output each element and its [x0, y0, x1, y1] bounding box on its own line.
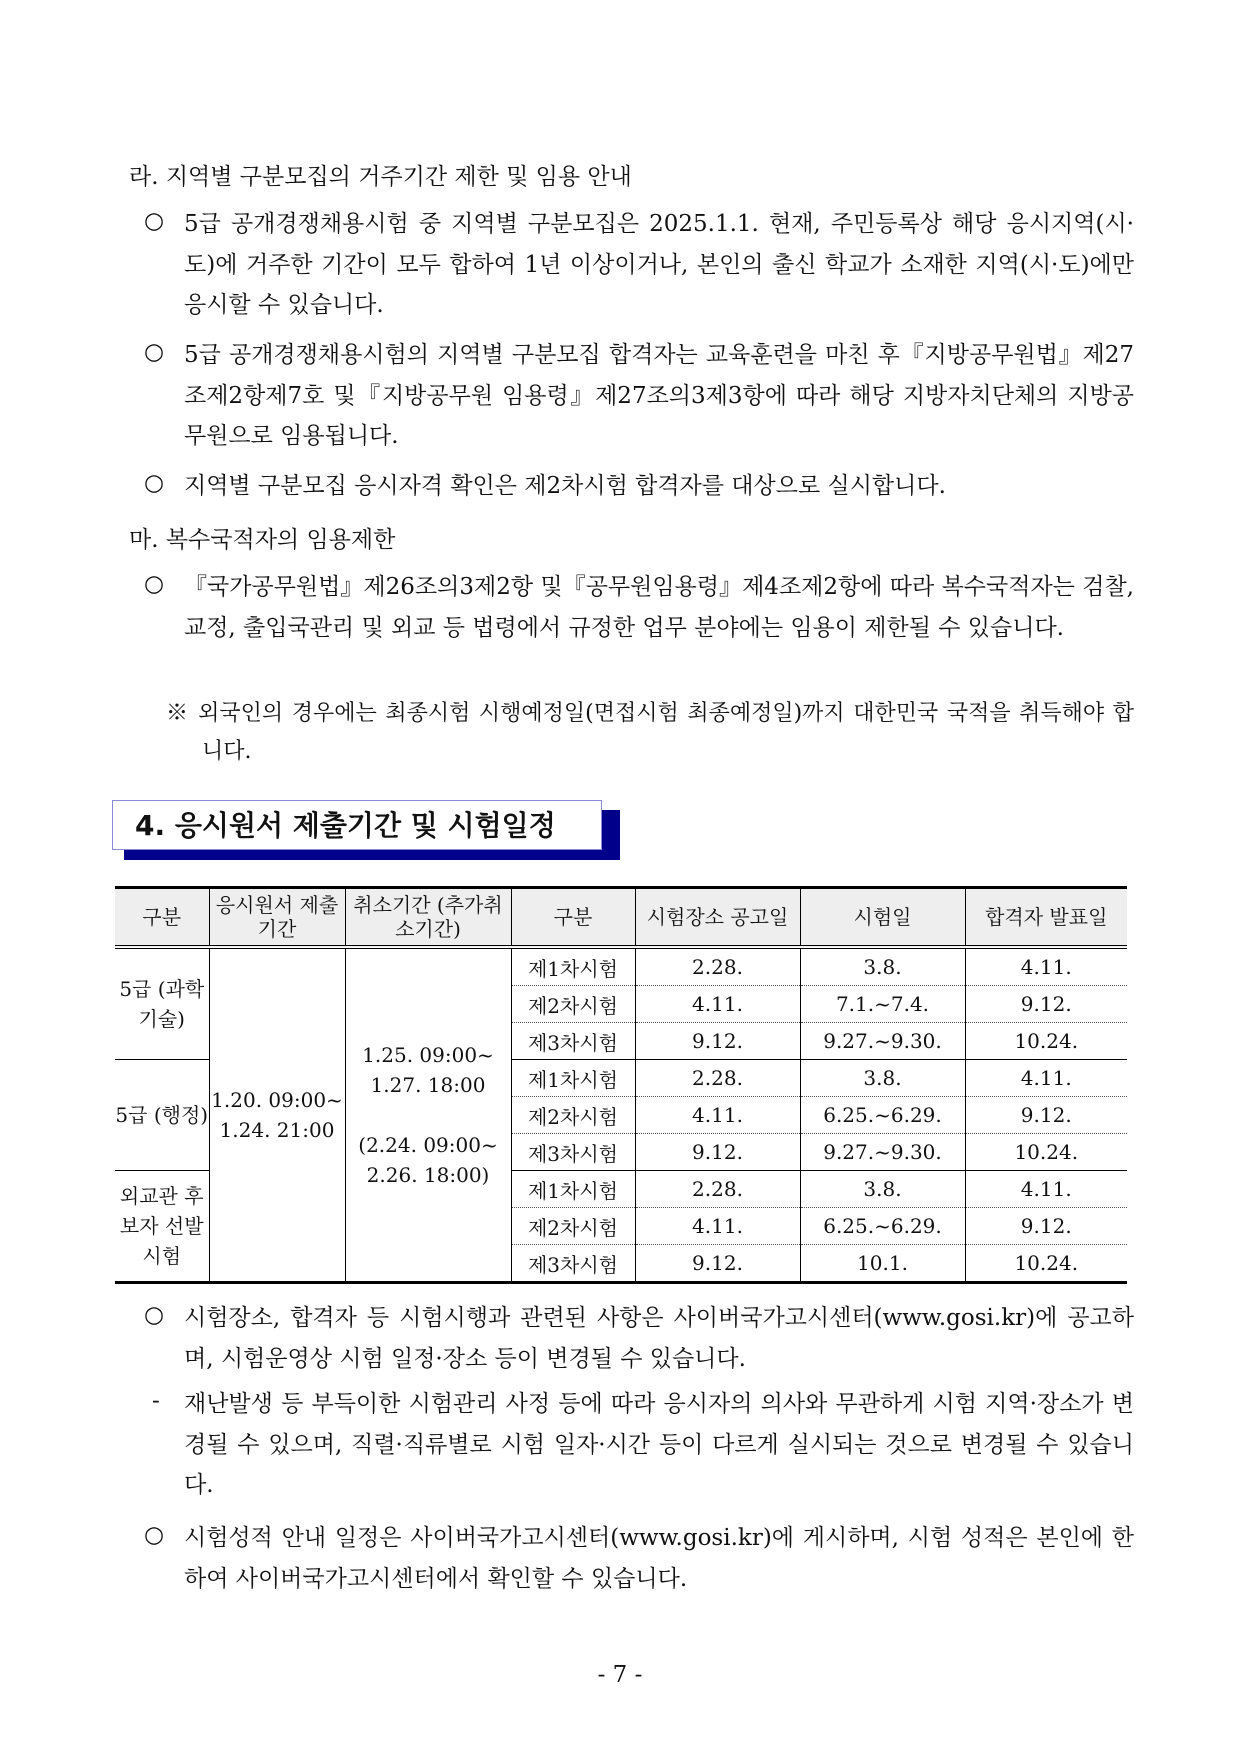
heading-ma: 마. 복수국적자의 임용제한	[129, 527, 396, 553]
paragraph: 『국가공무원법』제26조의3제2항 및『공무원임용령』제4조제2항에 따라 복수국적자는 검찰, 교정, 출입국관리 및 외교 등 법령에서 규정한 업무 분야에는 임용이 제한될 수 있습니다.	[184, 574, 1134, 641]
table-cell: 2.28.	[635, 947, 800, 986]
group-name: 5급 (행정)	[115, 1060, 209, 1171]
column-header: 시험장소 공고일	[635, 888, 800, 948]
table-cell: 9.12.	[635, 1023, 800, 1060]
table-cell: 4.11.	[965, 1171, 1127, 1208]
table-cell: 4.11.	[635, 1097, 800, 1134]
table-cell: 2.28.	[635, 1060, 800, 1097]
table-cell: 4.11.	[965, 947, 1127, 986]
bullet: ○	[144, 339, 165, 365]
bullet: ○	[144, 470, 165, 496]
schedule-table	[115, 886, 1127, 1284]
table-cell: 3.8.	[800, 1171, 965, 1208]
paragraph: 5급 공개경쟁채용시험의 지역별 구분모집 합격자는 교육훈련을 마친 후『지방공무원법』제27조제2항제7호 및『지방공무원 임용령』제27조의3제3항에 따라 해당 지방자치단체의 지방공무원으로 임용됩니다.	[184, 342, 1134, 449]
table-cell: 9.12.	[965, 1208, 1127, 1245]
table-cell: 3.8.	[800, 947, 965, 986]
table-cell: 제1차시험	[511, 1060, 635, 1097]
table-cell: 2.28.	[635, 1171, 800, 1208]
table-cell: 9.27.~9.30.	[800, 1134, 965, 1171]
table-cell: 제1차시험	[511, 1171, 635, 1208]
bullet: ○	[144, 208, 165, 234]
table-cell: 9.12.	[965, 986, 1127, 1023]
table-cell: 제1차시험	[511, 947, 635, 986]
table-cell: 9.12.	[635, 1245, 800, 1283]
extra-cancel-period: (2.24. 09:00~ 2.26. 18:00)	[358, 1133, 498, 1187]
column-header: 구분	[511, 888, 635, 948]
cancel-period-cell	[345, 947, 511, 1283]
column-header: 시험일	[800, 888, 965, 948]
paragraph: 시험장소, 합격자 등 시험시행과 관련된 사항은 사이버국가고시센터(www.gosi.kr)에 공고하며, 시험운영상 시험 일정·장소 등이 변경될 수 있습니다.	[184, 1305, 1134, 1372]
heading-ra: 라. 지역별 구분모집의 거주기간 제한 및 임용 안내	[129, 164, 632, 190]
table-cell: 6.25.~6.29.	[800, 1097, 965, 1134]
table-cell: 4.11.	[635, 986, 800, 1023]
table-cell: 6.25.~6.29.	[800, 1208, 965, 1245]
bullet: ○	[144, 1302, 165, 1328]
table-cell: 10.1.	[800, 1245, 965, 1283]
table-cell: 제2차시험	[511, 1097, 635, 1134]
table-cell: 10.24.	[965, 1134, 1127, 1171]
section-title: 4. 응시원서 제출기간 및 시험일정	[112, 800, 602, 850]
table-row	[115, 947, 1127, 986]
cancel-period: 1.25. 09:00~ 1.27. 18:00	[362, 1043, 494, 1097]
table-cell: 제2차시험	[511, 986, 635, 1023]
column-header: 구분	[115, 888, 209, 948]
paragraph: 지역별 구분모집 응시자격 확인은 제2차시험 합격자를 대상으로 실시합니다.	[184, 473, 946, 499]
group-name: 외교관 후보자 선발시험	[115, 1171, 209, 1283]
table-cell: 10.24.	[965, 1023, 1127, 1060]
column-header: 합격자 발표일	[965, 888, 1127, 948]
bullet: ○	[144, 571, 165, 597]
bullet: ○	[144, 1522, 165, 1548]
table-cell: 9.27.~9.30.	[800, 1023, 965, 1060]
table-cell: 9.12.	[635, 1134, 800, 1171]
table-cell: 10.24.	[965, 1245, 1127, 1283]
note: ※ 외국인의 경우에는 최종시험 시행예정일(면접시험 최종예정일)까지 대한민국 국적을 취득해야 합니다.	[166, 701, 1134, 764]
table-cell: 4.11.	[965, 1060, 1127, 1097]
table-cell: 4.11.	[635, 1208, 800, 1245]
apply-period: 1.20. 09:00~ 1.24. 21:00	[209, 947, 345, 1283]
table-cell: 제3차시험	[511, 1023, 635, 1060]
page-number: - 7 -	[597, 1662, 643, 1688]
table-cell: 7.1.~7.4.	[800, 986, 965, 1023]
paragraph: 시험성적 안내 일정은 사이버국가고시센터(www.gosi.kr)에 게시하며, 시험 성적은 본인에 한하여 사이버국가고시센터에서 확인할 수 있습니다.	[184, 1525, 1134, 1592]
table-cell: 제3차시험	[511, 1245, 635, 1283]
paragraph: 5급 공개경쟁채용시험 중 지역별 구분모집은 2025.1.1. 현재, 주민등록상 해당 응시지역(시·도)에 거주한 기간이 모두 합하여 1년 이상이거나, 본인의 출신 학교가 소재한 지역(시·도)에만 응시할 수 있습니다.	[184, 211, 1134, 318]
group-name: 5급 (과학 기술)	[115, 947, 209, 1060]
table-cell: 3.8.	[800, 1060, 965, 1097]
table-cell: 제3차시험	[511, 1134, 635, 1171]
column-header: 응시원서 제출기간	[209, 888, 345, 948]
table-cell: 제2차시험	[511, 1208, 635, 1245]
table-cell: 9.12.	[965, 1097, 1127, 1134]
paragraph: 재난발생 등 부득이한 시험관리 사정 등에 따라 응시자의 의사와 무관하게 시험 지역·장소가 변경될 수 있으며, 직렬·직류별로 시험 일자·시간 등이 다르게 실시되는 것으로 변경될 수 있습니다.	[184, 1391, 1134, 1498]
dash: -	[152, 1388, 160, 1414]
column-header: 취소기간 (추가취소기간)	[345, 888, 511, 948]
